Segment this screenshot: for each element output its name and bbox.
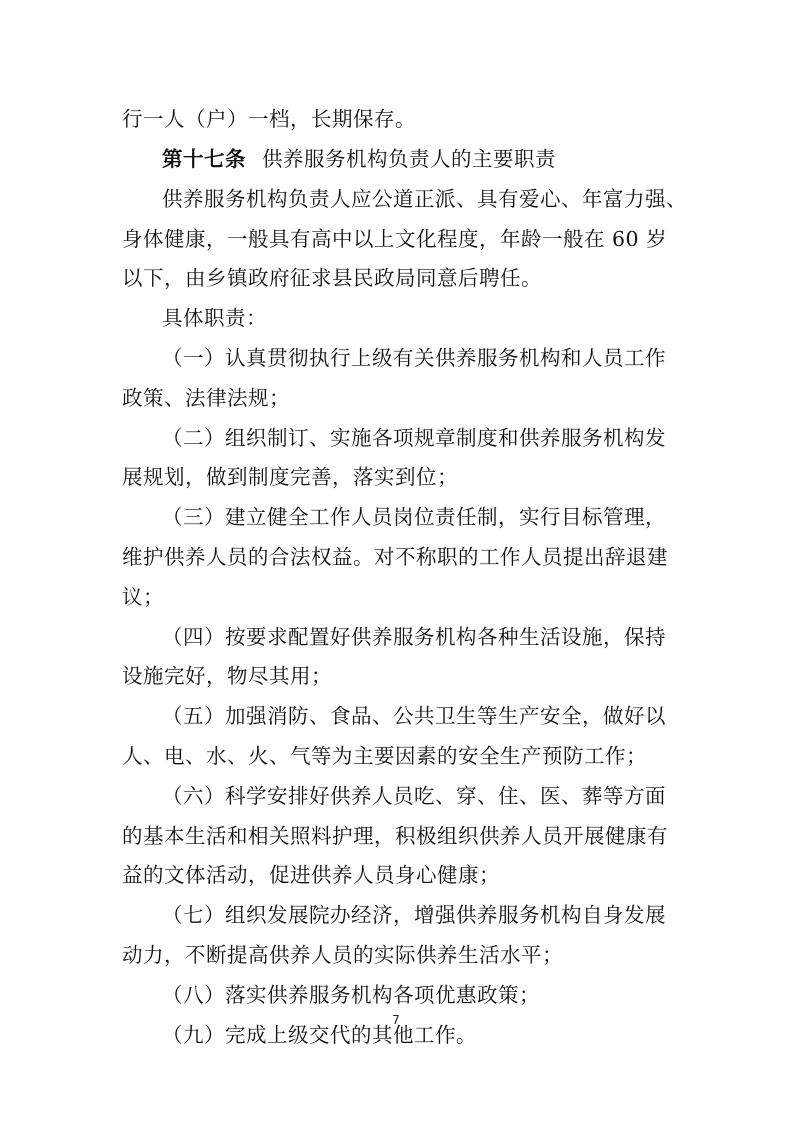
paragraph-line: 维护供养人员的合法权益。对不称职的工作人员提出辞退建 <box>122 545 668 569</box>
article-number: 第十七条 <box>162 147 246 171</box>
list-item-1: （一）认真贯彻执行上级有关供养服务机构和人员工作 <box>162 346 666 370</box>
paragraph-line: 人、电、水、火、气等为主要因素的安全生产预防工作； <box>122 744 647 768</box>
article-heading <box>0 144 792 174</box>
paragraph-line: 供养服务机构负责人应公道正派、具有爱心、年富力强、 <box>162 187 687 211</box>
list-item-9: （九）完成上级交代的其他工作。 <box>162 1023 477 1047</box>
paragraph-line: 身体健康，一般具有高中以上文化程度，年龄一般在 60 岁 <box>122 227 668 251</box>
list-item-6: （六）科学安排好供养人员吃、穿、住、医、葬等方面 <box>162 784 666 808</box>
article-title: 供养服务机构负责人的主要职责 <box>262 147 556 171</box>
paragraph-line: 政策、法律法规； <box>122 386 290 410</box>
list-item-8: （八）落实供养服务机构各项优惠政策； <box>162 983 540 1007</box>
list-item-4: （四）按要求配置好供养服务机构各种生活设施，保持 <box>162 625 666 649</box>
list-item-7: （七）组织发展院办经济，增强供养服务机构自身发展 <box>162 903 666 927</box>
paragraph-line: 展规划，做到制度完善，落实到位； <box>122 465 458 489</box>
paragraph-line: 议； <box>122 585 164 609</box>
list-item-5: （五）加强消防、食品、公共卫生等生产安全，做好以 <box>162 704 666 728</box>
paragraph-line: 具体职责： <box>162 306 267 330</box>
paragraph-line: 行一人（户）一档，长期保存。 <box>122 107 416 131</box>
list-item-3: （三）建立健全工作人员岗位责任制，实行目标管理， <box>162 505 666 529</box>
page-number: 7 <box>392 1013 400 1027</box>
paragraph-line: 的基本生活和相关照料护理，积极组织供养人员开展健康有 <box>122 824 668 848</box>
list-item-2: （二）组织制订、实施各项规章制度和供养服务机构发 <box>162 426 666 450</box>
paragraph-line: 设施完好，物尽其用； <box>122 664 332 688</box>
paragraph-line: 益的文体活动，促进供养人员身心健康； <box>122 863 500 887</box>
paragraph-line: 动力，不断提高供养人员的实际供养生活水平； <box>122 943 563 967</box>
paragraph-line: 以下，由乡镇政府征求县民政局同意后聘任。 <box>122 266 542 290</box>
